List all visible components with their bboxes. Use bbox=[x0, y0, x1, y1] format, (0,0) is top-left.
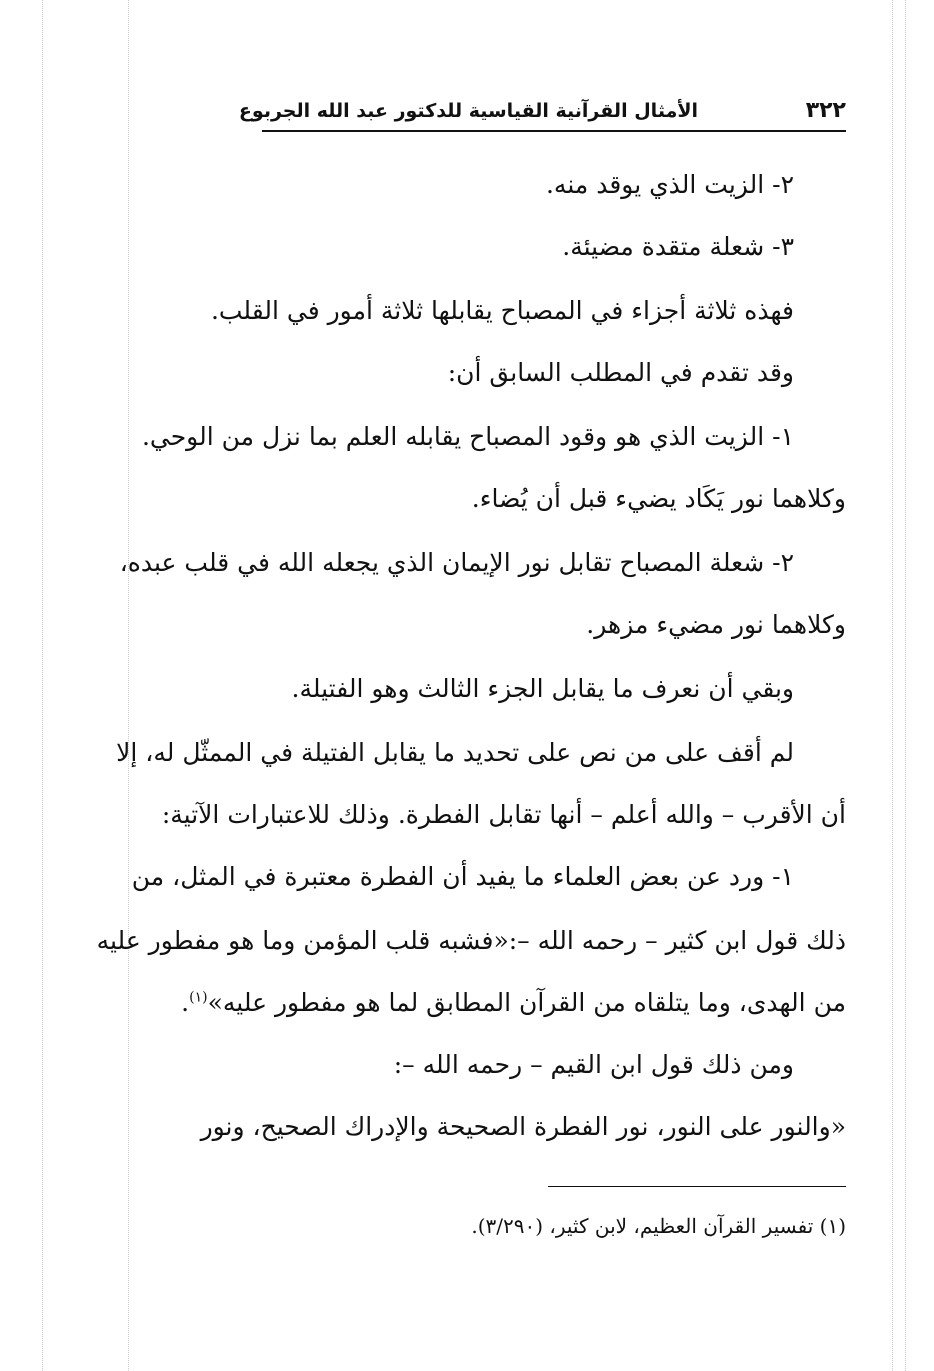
scan-artifact-line bbox=[892, 0, 893, 1371]
body-line: وبقي أن نعرف ما يقابل الجزء الثالث وهو الفتيلة. bbox=[291, 674, 794, 703]
scan-artifact-line bbox=[128, 0, 129, 1371]
footnote: (١) تفسير القرآن العظيم، لابن كثير، (٣/٢٩٠). bbox=[471, 1214, 846, 1238]
body-line bbox=[181, 988, 846, 1017]
header-rule bbox=[262, 130, 846, 132]
page-number: ٣٢٢ bbox=[805, 98, 846, 123]
scan-artifact-line bbox=[42, 0, 43, 1371]
footnote-rule bbox=[548, 1186, 846, 1187]
footnote-marker: (١) bbox=[189, 989, 208, 1006]
body-line: ٢- الزيت الذي يوقد منه. bbox=[545, 170, 794, 199]
running-title: الأمثال القرآنية القياسية للدكتور عبد الله الجربوع bbox=[238, 100, 698, 122]
body-line: وكلاهما نور مضيء مزهر. bbox=[586, 610, 846, 639]
body-line: ٢- شعلة المصباح تقابل نور الإيمان الذي يجعله الله في قلب عبده، bbox=[119, 548, 794, 577]
body-line: أن الأقرب – والله أعلم – أنها تقابل الفطرة. وذلك للاعتبارات الآتية: bbox=[161, 800, 846, 829]
body-line: وقد تقدم في المطلب السابق أن: bbox=[447, 358, 794, 387]
body-line: فهذه ثلاثة أجزاء في المصباح يقابلها ثلاثة أمور في القلب. bbox=[210, 296, 794, 325]
body-line: ١- ورد عن بعض العلماء ما يفيد أن الفطرة معتبرة في المثل، من bbox=[131, 862, 794, 891]
page-header bbox=[238, 92, 846, 132]
body-line: ١- الزيت الذي هو وقود المصباح يقابله العلم بما نزل من الوحي. bbox=[141, 422, 794, 451]
body-line: لم أقف على من نص على تحديد ما يقابل الفتيلة في الممثّل له، إلا bbox=[116, 738, 794, 767]
line-end-period: . bbox=[181, 988, 190, 1017]
body-line: «والنور على النور، نور الفطرة الصحيحة والإدراك الصحيح، ونور bbox=[200, 1112, 846, 1141]
body-line-text: من الهدى، وما يتلقاه من القرآن المطابق لما هو مفطور عليه» bbox=[207, 988, 846, 1017]
body-line: وكلاهما نور يَكَاد يضيء قبل أن يُضاء. bbox=[471, 484, 846, 513]
scan-artifact-line bbox=[905, 0, 906, 1371]
body-line: ومن ذلك قول ابن القيم – رحمه الله –: bbox=[393, 1050, 794, 1079]
body-line: ٣- شعلة متقدة مضيئة. bbox=[562, 232, 794, 261]
body-line: ذلك قول ابن كثير – رحمه الله –:«فشبه قلب المؤمن وما هو مفطور عليه bbox=[96, 926, 846, 955]
